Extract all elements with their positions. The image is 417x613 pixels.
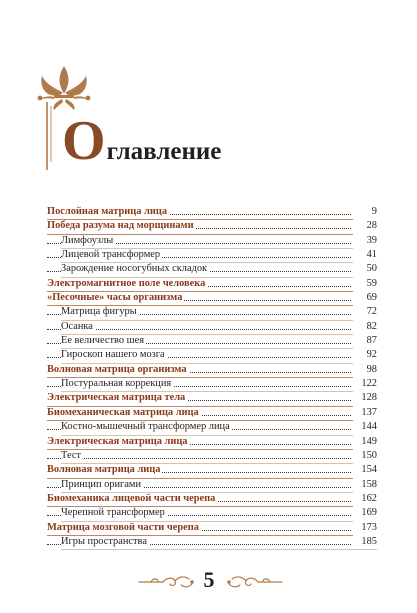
toc-entry-title: Осанка: [61, 320, 93, 332]
toc-section-row[interactable]: [47, 348, 377, 362]
toc-entry-title: Матрица фигуры: [61, 306, 137, 318]
left-scroll-ornament-icon: [137, 573, 195, 591]
toc-section-row[interactable]: [47, 320, 377, 334]
toc-entry-title: Послойная матрица лица: [47, 206, 168, 217]
toc-section-row[interactable]: [47, 420, 377, 434]
toc-entry-title: Тест: [61, 449, 81, 461]
toc-section-row[interactable]: [47, 262, 377, 276]
toc-entry-title: Электрическая матрица тела: [47, 392, 186, 404]
table-of-contents: [47, 205, 377, 549]
toc-entry-title: Победа разума над морщинами: [47, 220, 194, 232]
toc-section-row[interactable]: [47, 305, 377, 319]
toc-chapter-row[interactable]: [47, 492, 377, 506]
toc-section-row[interactable]: [47, 334, 377, 348]
toc-chapter-row[interactable]: [47, 435, 377, 449]
right-scroll-ornament-icon: [226, 573, 284, 591]
toc-section-row[interactable]: [47, 449, 377, 463]
toc-page-number: 98: [353, 363, 377, 377]
toc-section-row[interactable]: [47, 234, 377, 248]
toc-entry-title: Лицевой трансформер: [61, 249, 161, 261]
toc-section-row[interactable]: [47, 506, 377, 520]
toc-page-number: 149: [353, 435, 377, 449]
toc-entry-title: Костно-мышечный трансформер лица: [61, 421, 230, 433]
toc-entry-title: Принцип оригами: [61, 478, 142, 490]
toc-entry-title: Волновая матрица лица: [47, 464, 161, 476]
toc-page-number: 128: [353, 391, 377, 405]
toc-entry-title: Волновая матрица организма: [47, 363, 187, 375]
toc-page-number: 169: [353, 506, 377, 520]
toc-section-row[interactable]: [47, 478, 377, 492]
toc-chapter-row[interactable]: [47, 277, 377, 291]
toc-page-number: 28: [353, 219, 377, 233]
page-footer: [0, 567, 417, 597]
toc-page-number: 150: [353, 449, 377, 463]
toc-entry-title: Лимфоузлы: [61, 234, 114, 246]
toc-page-number: 92: [353, 348, 377, 362]
toc-chapter-row[interactable]: [47, 291, 377, 305]
toc-page-number: 158: [353, 478, 377, 492]
title-rest: главление: [106, 138, 222, 165]
toc-page-number: 72: [353, 305, 377, 319]
toc-entry-title: Ее величество шея: [61, 335, 145, 347]
toc-page-number: 162: [353, 492, 377, 506]
toc-entry-title: Матрица мозговой части черепа: [47, 521, 199, 533]
toc-chapter-row[interactable]: [47, 391, 377, 405]
toc-section-row[interactable]: [47, 377, 377, 391]
toc-page-number: 154: [353, 463, 377, 477]
toc-entry-title: Биомеханическая матрица лица: [47, 406, 199, 418]
toc-entry-title: Черепной трансформер: [61, 507, 165, 519]
toc-entry-title: Зарождение носогубных складок: [61, 263, 208, 275]
title-initial: О: [62, 110, 106, 172]
toc-entry-title: «Песочные» часы организма: [47, 292, 183, 304]
toc-chapter-row[interactable]: [47, 406, 377, 420]
toc-page-number: 173: [353, 521, 377, 535]
toc-page-number: 87: [353, 334, 377, 348]
toc-chapter-row[interactable]: [47, 219, 377, 233]
toc-page-number: 50: [353, 262, 377, 276]
toc-page-number: 122: [353, 377, 377, 391]
toc-section-row[interactable]: [47, 535, 377, 549]
toc-page-number: 39: [353, 234, 377, 248]
toc-page-number: 41: [353, 248, 377, 262]
toc-page-number: 144: [353, 420, 377, 434]
toc-chapter-row[interactable]: [47, 205, 377, 219]
toc-page-number: 82: [353, 320, 377, 334]
toc-entry-title: Игры пространства: [61, 535, 147, 547]
toc-page-number: 59: [353, 277, 377, 291]
toc-entry-title: Постуральная коррекция: [61, 378, 172, 390]
toc-page-number: 9: [353, 205, 377, 219]
toc-chapter-row[interactable]: [47, 363, 377, 377]
dot-leader: [47, 458, 351, 459]
toc-entry-title: Гироскоп нашего мозга: [61, 349, 165, 361]
toc-section-row[interactable]: [47, 248, 377, 262]
toc-page-number: 185: [353, 535, 377, 549]
toc-chapter-row[interactable]: [47, 463, 377, 477]
page-number: 5: [203, 567, 215, 592]
toc-page-number: 137: [353, 406, 377, 420]
page-title: [62, 110, 222, 172]
toc-page-number: 69: [353, 291, 377, 305]
toc-entry-title: Биомеханика лицевой части черепа: [47, 492, 216, 504]
toc-entry-title: Электрическая матрица лица: [47, 435, 188, 447]
toc-entry-title: Электромагнитное поле человека: [47, 277, 206, 289]
toc-chapter-row[interactable]: [47, 521, 377, 535]
